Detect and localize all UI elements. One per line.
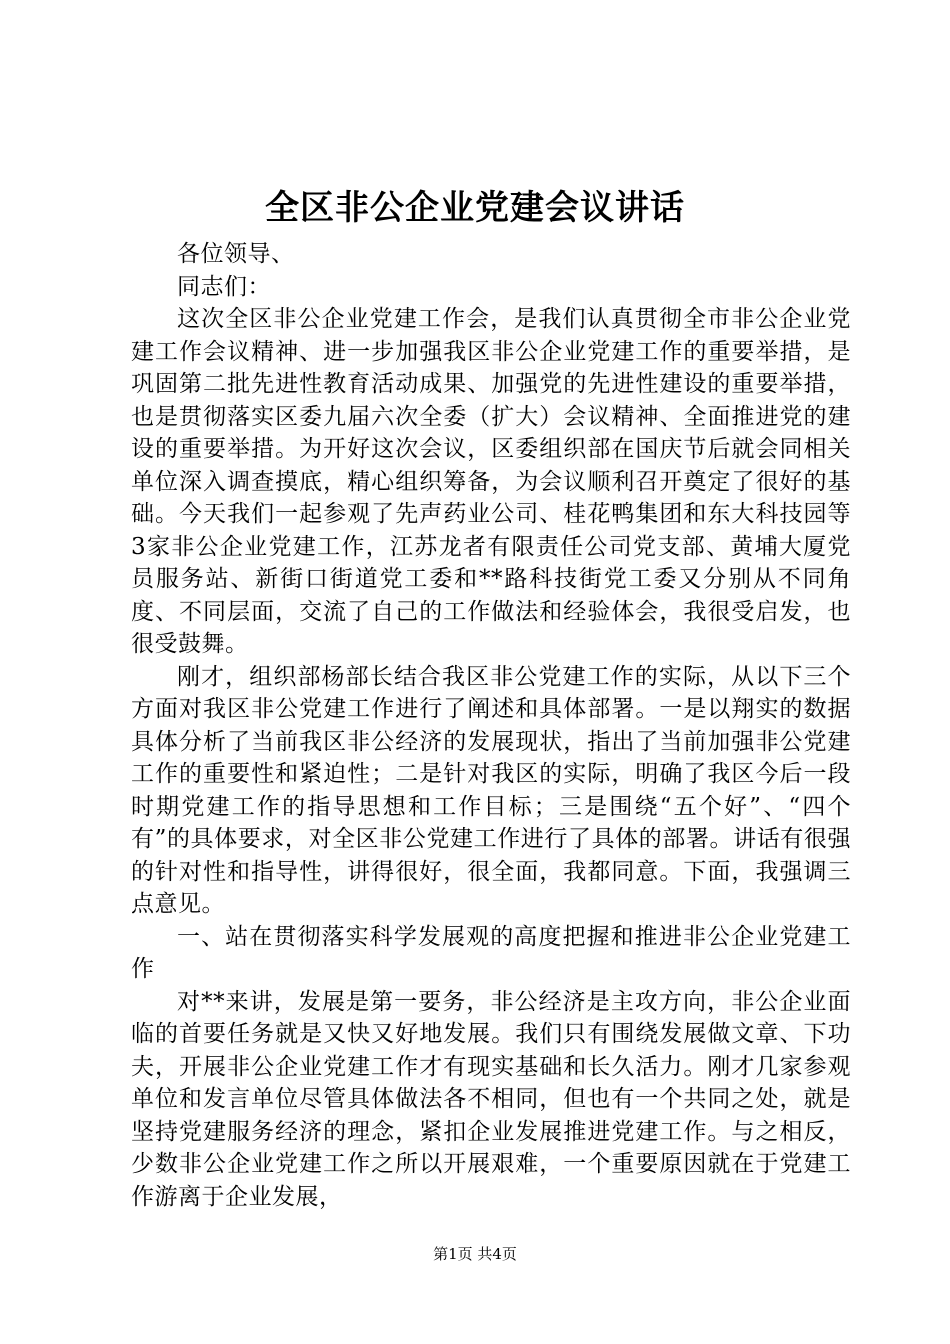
body-paragraph-3: 对**来讲，发展是第一要务，非公经济是主攻方向，非公企业面临的首要任务就是又快又好地发展。我们只有围绕发展做文章、下功夫，开展非公企业党建工作才有现实基础和长久活力。刚才几家参观单位和发言单位尽管具体做法各不相同，但也有一个共同之处，就是坚持党建服务经济的理念，紧扣企业发展推进党建工作。与之相反，少数非公企业党建工作之所以开展艰难，一个重要原因就在于党建工作游离于企业发展， <box>131 988 851 1210</box>
document-body <box>131 238 851 1213</box>
document-title: 全区非公企业党建会议讲话 <box>265 188 685 228</box>
salutation-line-1: 各位领导、 <box>177 241 295 267</box>
page-indicator: 第1页 共4页 <box>433 1245 517 1263</box>
body-paragraph-2: 刚才，组织部杨部长结合我区非公党建工作的实际，从以下三个方面对我区非公党建工作进行了阐述和具体部署。一是以翔实的数据具体分析了当前我区非公经济的发展现状，指出了当前加强非公党建工作的重要性和紧迫性；二是针对我区的实际，明确了我区今后一段时期党建工作的指导思想和工作目标；三是围绕“五个好”、“四个有”的具体要求，对全区非公党建工作进行了具体的部署。讲话有很强的针对性和指导性，讲得很好，很全面，我都同意。下面，我强调三点意见。 <box>131 663 851 917</box>
body-paragraph-1: 这次全区非公企业党建工作会，是我们认真贯彻全市非公企业党建工作会议精神、进一步加强我区非公企业党建工作的重要举措，是巩固第二批先进性教育活动成果、加强党的先进性建设的重要举措，也是贯彻落实区委九届六次全委（扩大）会议精神、全面推进党的建设的重要举措。为开好这次会议，区委组织部在国庆节后就会同相关单位深入调查摸底，精心组织筹备，为会议顺利召开奠定了很好的基础。今天我们一起参观了先声药业公司、桂花鸭集团和东大科技园等3家非公企业党建工作，江苏龙者有限责任公司党支部、黄埔大厦党员服务站、新街口街道党工委和**路科技街党工委又分别从不同角度、不同层面，交流了自己的工作做法和经验体会，我很受启发，也很受鼓舞。 <box>131 306 851 657</box>
section-heading-1: 一、站在贯彻落实科学发展观的高度把握和推进非公企业党建工作 <box>131 923 851 982</box>
salutation-line-2: 同志们： <box>177 273 271 300</box>
